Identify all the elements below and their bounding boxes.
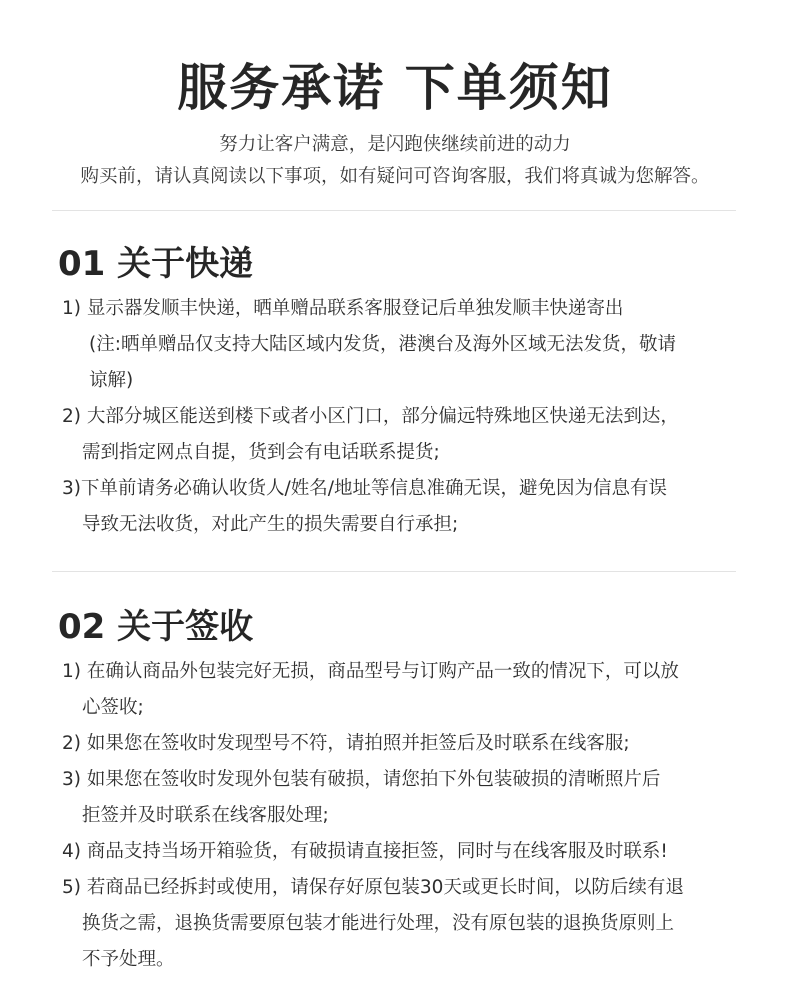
receipt-item-5-line-3: 不予处理。 [82, 949, 175, 970]
section-title-receipt: 02 关于签收 [58, 607, 254, 647]
section-title-delivery: 01 关于快递 [58, 244, 254, 284]
receipt-item-3-line-1: 3) 如果您在签收时发现外包装有破损，请您拍下外包装破损的清晰照片后 [62, 769, 661, 790]
delivery-item-1-line-1: 1) 显示器发顺丰快递，晒单赠品联系客服登记后单独发顺丰快递寄出 [62, 298, 624, 319]
section-divider [52, 571, 736, 572]
receipt-item-4-line-1: 4) 商品支持当场开箱验货，有破损请直接拒签，同时与在线客服及时联系! [62, 841, 668, 862]
subtitle-line-1: 努力让客户满意，是闪跑侠继续前进的动力 [219, 134, 571, 155]
receipt-item-5-line-1: 5) 若商品已经拆封或使用，请保存好原包装30天或更长时间，以防后续有退 [62, 877, 684, 898]
delivery-item-2-line-2: 需到指定网点自提，货到会有电话联系提货; [82, 442, 440, 463]
delivery-item-3-line-1: 3)下单前请务必确认收货人/姓名/地址等信息准确无误，避免因为信息有误 [62, 478, 667, 499]
delivery-item-1-line-2: (注:晒单赠品仅支持大陆区域内发货，港澳台及海外区域无法发货，敬请 [89, 334, 676, 355]
subtitle-line-2: 购买前，请认真阅读以下事项，如有疑问可咨询客服，我们将真诚为您解答。 [80, 166, 710, 187]
section-divider [52, 210, 736, 211]
receipt-item-1-line-1: 1) 在确认商品外包装完好无损，商品型号与订购产品一致的情况下，可以放 [62, 661, 679, 682]
receipt-item-3-line-2: 拒签并及时联系在线客服处理; [82, 805, 329, 826]
delivery-item-3-line-2: 导致无法收货，对此产生的损失需要自行承担; [82, 514, 459, 535]
delivery-item-2-line-1: 2) 大部分城区能送到楼下或者小区门口，部分偏远特殊地区快递无法到达， [62, 406, 679, 427]
receipt-item-1-line-2: 心签收; [82, 697, 144, 718]
receipt-item-2-line-1: 2) 如果您在签收时发现型号不符，请拍照并拒签后及时联系在线客服; [62, 733, 630, 754]
delivery-item-1-line-3: 谅解) [89, 370, 134, 391]
page-title: 服务承诺 下单须知 [177, 59, 613, 117]
receipt-item-5-line-2: 换货之需，退换货需要原包装才能进行处理，没有原包装的退换货原则上 [82, 913, 675, 934]
